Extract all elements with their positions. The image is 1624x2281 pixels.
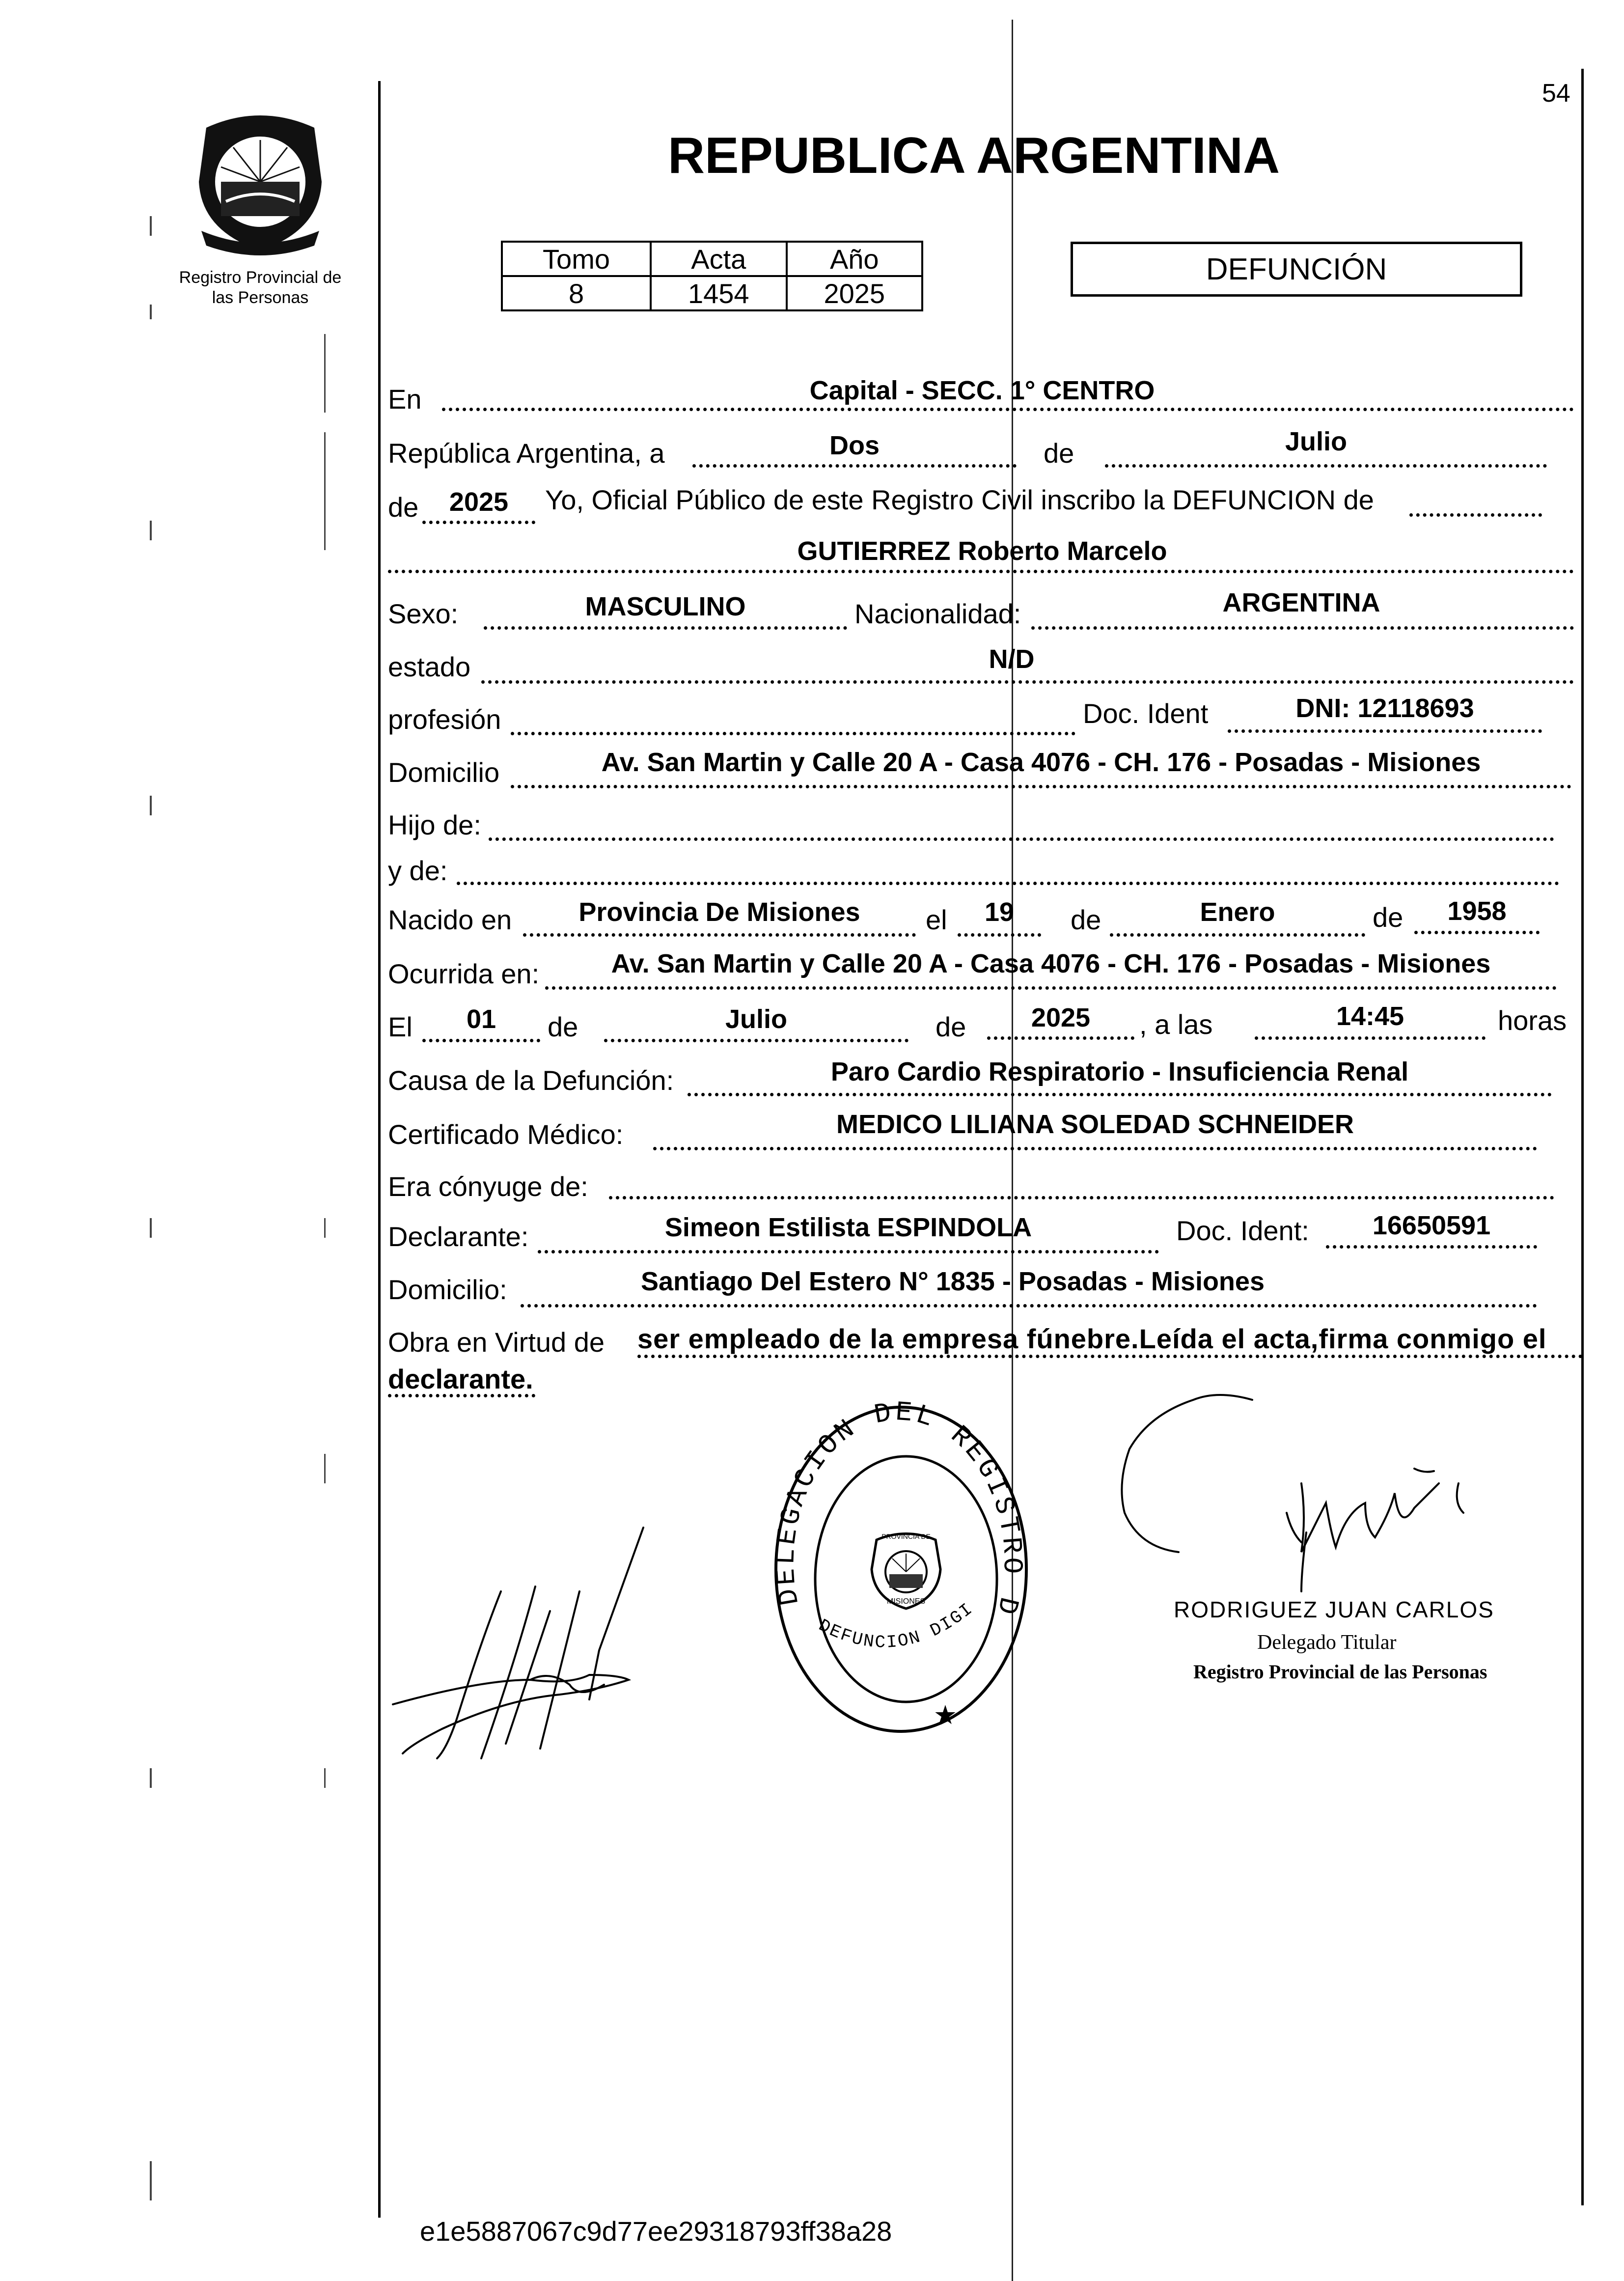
nac-de2-label: de [1373,902,1404,933]
el2-label: El [388,1011,413,1042]
record-table-value-row [502,276,922,310]
en-line [442,408,1574,411]
def-mes-line [604,1039,908,1042]
nacionalidad-line [1031,626,1574,630]
right-margin-line [1581,69,1584,2205]
obra-line-1 [637,1355,1583,1358]
official-office: Registro Provincial de las Personas [1193,1661,1487,1683]
doc-line [1228,729,1542,733]
official-role: Delegado Titular [1257,1631,1397,1654]
certificado-value: MEDICO LILIANA SOLEDAD SCHNEIDER [836,1110,1354,1139]
horas-label: horas [1498,1005,1567,1036]
province-seal-logo [187,108,334,255]
hijo-line [489,837,1554,841]
anio-line [422,521,535,524]
logo-caption-line-1: Registro Provincial de [179,268,342,287]
record-value-tomo: 8 [502,276,651,310]
def-mes-value: Julio [725,1004,787,1034]
doc2-label: Doc. Ident: [1176,1215,1309,1246]
nac-anio-line [1414,931,1540,934]
scan-mark [150,1768,152,1788]
nacido-line [523,933,916,937]
conyuge-line [609,1196,1554,1199]
en-value: Capital - SECC. 1° CENTRO [809,376,1155,405]
estado-label: estado [388,651,471,682]
doc2-line [1326,1245,1537,1249]
declarante-signature [383,1513,658,1768]
nac-dia-value: 19 [984,897,1015,927]
left-margin-line [378,81,381,2218]
declarante-value: Simeon Estilista ESPINDOLA [664,1213,1032,1242]
stamp-center-text-2: MISIONES [886,1597,926,1606]
yde-line [457,882,1559,885]
sexo-value: MASCULINO [585,592,746,621]
scan-mark [150,1218,152,1238]
record-table [501,241,923,311]
dia-line [692,464,1017,468]
scan-mark [324,432,326,550]
scan-mark [150,2161,152,2200]
domicilio-value: Av. San Martin y Calle 20 A - Casa 4076 - CH. 176 - Posadas - Misiones [601,748,1481,777]
en-label: En [388,384,422,415]
domicilio-label: Domicilio [388,757,500,788]
record-value-anio: 2025 [787,276,922,310]
record-header-tomo: Tomo [502,242,651,276]
conyuge-label: Era cónyuge de: [388,1171,588,1202]
certificado-line [653,1147,1537,1150]
hijo-label: Hijo de: [388,809,481,840]
obra-label: Obra en Virtud de [388,1327,605,1358]
domicilio2-value: Santiago Del Estero N° 1835 - Posadas - Misiones [640,1267,1265,1296]
sexo-label: Sexo: [388,598,459,629]
causa-label: Causa de la Defunción: [388,1065,674,1096]
mes-value: Julio [1285,427,1347,456]
sexo-line [484,626,847,630]
page-number: 54 [1542,79,1570,108]
nombre-value: GUTIERREZ Roberto Marcelo [797,536,1167,566]
stamp-inner-text: DEFUNCION DIGI [815,1598,978,1653]
svg-text:★: ★ [933,1699,958,1730]
record-value-acta: 1454 [651,276,786,310]
domicilio-line [511,785,1571,788]
el-label: el [926,904,947,935]
nacionalidad-label: Nacionalidad: [854,598,1021,629]
inscribo-text: Yo, Oficial Público de este Registro Civil inscribo la DEFUNCION de [545,484,1374,515]
hora-value: 14:45 [1336,1001,1404,1031]
nac-dia-line [958,933,1041,937]
record-header-anio: Año [787,242,922,276]
registry-stamp [764,1397,1039,1741]
profesion-label: profesión [388,704,501,735]
doc-label: Doc. Ident [1083,698,1209,729]
scan-mark [324,1454,326,1483]
nac-anio-value: 1958 [1447,896,1507,926]
nac-mes-value: Enero [1200,897,1275,927]
causa-line [688,1093,1552,1096]
page-title: REPUBLICA ARGENTINA [668,127,1280,184]
ocurrida-label: Ocurrida en: [388,958,540,989]
causa-value: Paro Cardio Respiratorio - Insuficiencia Renal [830,1057,1409,1086]
def-de2-label: de [936,1011,966,1042]
record-type-box [1071,242,1522,297]
fold-line [1012,20,1013,2281]
def-dia-value: 01 [466,1004,496,1034]
nac-mes-line [1110,933,1365,937]
declarante-label: Declarante: [388,1221,529,1252]
ocurrida-value: Av. San Martin y Calle 20 A - Casa 4076 - CH. 176 - Posadas - Misiones [611,949,1491,978]
scan-mark [324,1218,326,1238]
nacionalidad-value: ARGENTINA [1222,588,1380,617]
declarante-line [538,1250,1159,1253]
de-label: de [1044,438,1074,469]
footer-hash: e1e5887067c9d77ee29318793ff38a28 [420,2216,892,2247]
inscribo-line [1409,513,1542,517]
estado-line [481,680,1574,684]
scan-mark [324,334,326,413]
stamp-outer-text: DELEGACION DEL REGISTRO D [770,1397,1028,1620]
ocurrida-line [545,986,1557,990]
def-de-label: de [548,1011,578,1042]
def-dia-line [422,1039,540,1042]
def-anio-line [987,1036,1134,1040]
obra-line-2 [388,1394,535,1397]
nac-de-label: de [1071,904,1101,935]
official-signature [1071,1385,1513,1631]
anio-value: 2025 [449,487,509,517]
doc-value: DNI: 12118693 [1295,694,1474,723]
doc2-value: 16650591 [1372,1211,1491,1240]
record-type-label: DEFUNCIÓN [1206,252,1387,286]
estado-value: N/D [989,644,1035,674]
obra-value-2: declarante. [388,1363,533,1394]
profesion-line [511,732,1075,735]
domicilio2-label: Domicilio: [388,1274,507,1305]
hora-line [1255,1036,1486,1040]
record-header-acta: Acta [651,242,786,276]
scan-mark [150,796,152,815]
official-name: RODRIGUEZ JUAN CARLOS [1174,1597,1494,1622]
mes-line [1105,464,1547,468]
nacido-value: Provincia De Misiones [578,897,860,927]
yde-label: y de: [388,855,448,886]
scan-mark [150,216,152,236]
dia-value: Dos [829,431,880,460]
stamp-center-text-1: PROVINCIA DE [881,1532,931,1540]
certificado-label: Certificado Médico: [388,1119,624,1150]
def-anio-value: 2025 [1031,1003,1091,1032]
logo-caption [147,268,373,308]
scan-mark [150,521,152,540]
logo-caption-line-2: las Personas [212,288,309,307]
alas-label: , a las [1139,1009,1213,1040]
nacido-label: Nacido en [388,904,512,935]
domicilio2-line [521,1304,1537,1307]
de2-label: de [388,492,419,523]
nombre-line [388,570,1574,573]
obra-value-1: ser empleado de la empresa fúnebre.Leída el acta,firma conmigo el [637,1323,1547,1354]
republica-label: República Argentina, a [388,438,665,469]
record-table-header-row [502,242,922,276]
scan-mark [324,1768,326,1788]
